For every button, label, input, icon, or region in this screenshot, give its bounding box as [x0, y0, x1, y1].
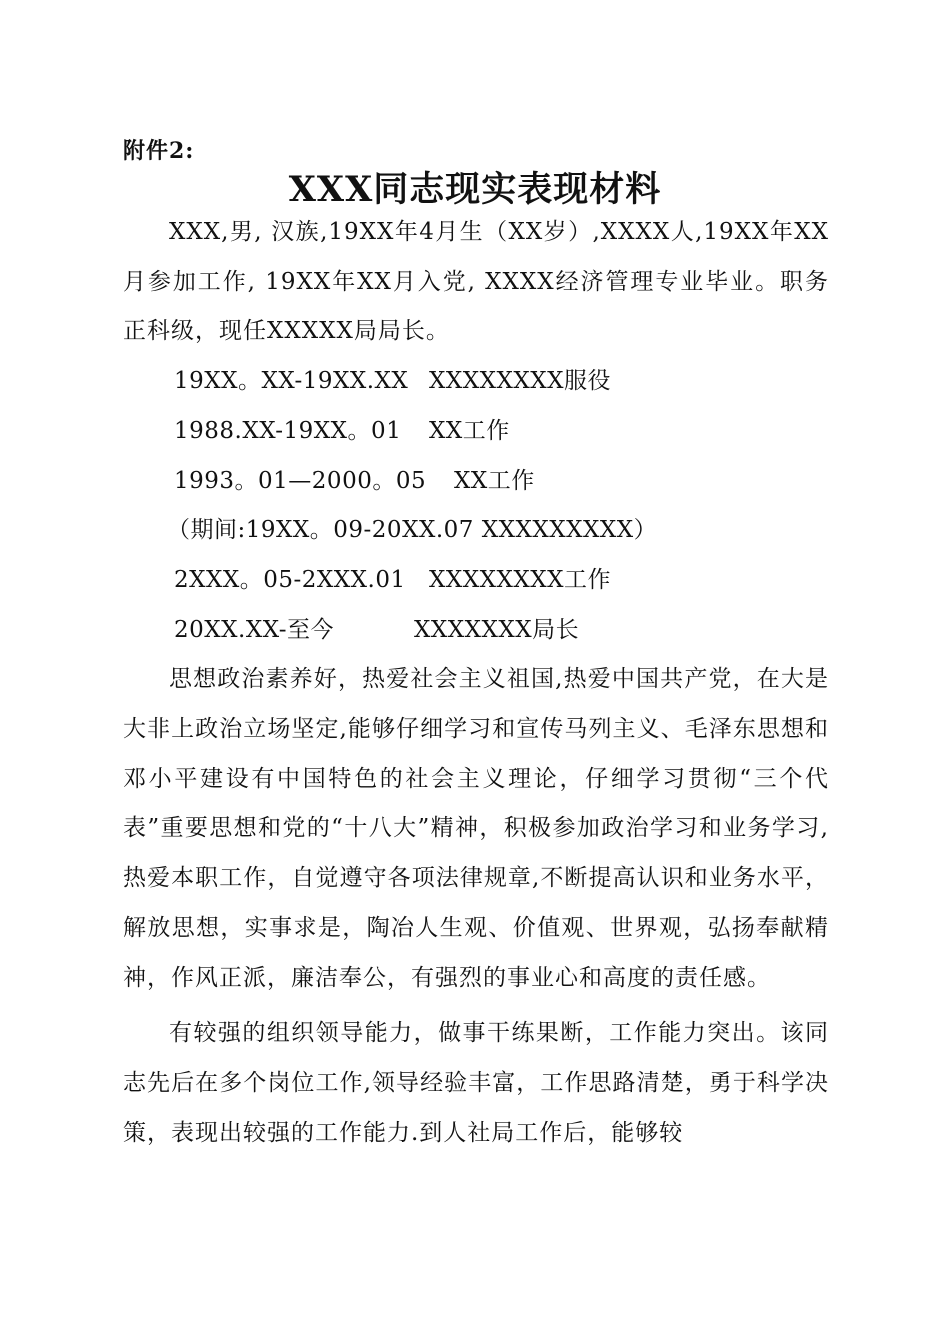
career-entry [123, 606, 829, 656]
career-role: XXXXXXXX服役 [429, 368, 611, 395]
career-period: 1988.XX-19XX。01 [174, 417, 402, 444]
career-entry [123, 457, 829, 507]
document-body [123, 208, 829, 1158]
career-period: 20XX.XX-至今 [174, 616, 335, 643]
document-title: XXX同志现实表现材料 [288, 169, 662, 210]
career-note: （期间:19XX。09-20XX.07 XXXXXXXXX） [167, 517, 658, 544]
career-entry [123, 407, 829, 457]
career-entry [123, 357, 829, 407]
career-period: 19XX。XX-19XX.XX [174, 368, 409, 395]
intro-paragraph: XXX,男, 汉族,19XX年4月生（XX岁）,XXXX人,19XX年XX月参加工作, 19XX年XX月入党, XXXX经济管理专业毕业。职务正科级，现任XXXXX局局长。 [123, 219, 829, 345]
career-role: XXXXXXX局长 [414, 616, 580, 643]
career-list [123, 357, 829, 655]
career-role: XXXXXXXX工作 [429, 566, 611, 593]
career-entry [123, 556, 829, 606]
political-quality-paragraph: 思想政治素养好，热爱社会主义祖国,热爱中国共产党，在大是大非上政治立场坚定,能够仔细学习和宣传马列主义、毛泽东思想和邓小平建设有中国特色的社会主义理论，仔细学习贯彻“三个代表”重要思想和党的“十八大”精神，积极参加政治学习和业务学习,热爱本职工作，自觉遵守各项法律规章,不断提高认识和业务水平，解放思想，实事求是，陶冶人生观、价值观、世界观，弘扬奉献精神，作风正派，廉洁奉公，有强烈的事业心和高度的责任感。 [123, 666, 829, 991]
career-role: XX工作 [454, 467, 535, 494]
leadership-paragraph: 有较强的组织领导能力，做事干练果断，工作能力突出。该同志先后在多个岗位工作,领导经验丰富，工作思路清楚，勇于科学决策，表现出较强的工作能力.到人社局工作后，能够较 [123, 1020, 829, 1146]
attachment-label: 附件2: [123, 138, 195, 164]
career-period: 1993。01—2000。05 [174, 467, 427, 494]
career-period: 2XXX。05-2XXX.01 [174, 566, 406, 593]
career-role: XX工作 [429, 417, 510, 444]
